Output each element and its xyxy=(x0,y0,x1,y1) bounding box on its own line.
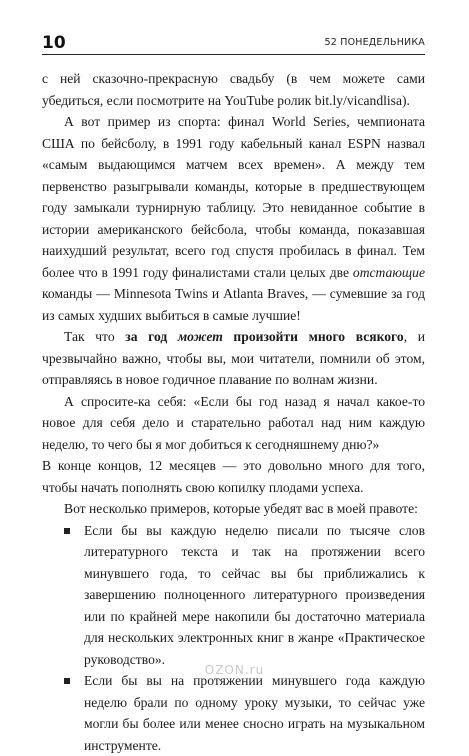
list-item-text: Если бы вы на протяжении минувшего года каждую неделю брали по одному уроку музыки, то сейчас уже могли бы более или менее сносно играть на музыкальном инструменте. xyxy=(84,673,425,753)
paragraph-3-bold-1: за год xyxy=(125,329,178,344)
paragraph-2 xyxy=(42,111,425,326)
paragraph-3-bold-italic: может xyxy=(178,329,223,344)
body-text xyxy=(42,68,425,756)
list-item-text: Если бы вы каждую неделю писали по тысяче слов литературного текста и так на протяжении всего минувшего года, то сейчас вы бы приближались к завершению полноценного литературного произведения или по крайней мере накопили бы достаточно материала для нескольких электронных книг в жанре «Практическое руководство». xyxy=(84,523,425,667)
watermark-logo: OZON.ru xyxy=(0,663,469,677)
running-title: 52 ПОНЕДЕЛЬНИКА xyxy=(325,37,425,48)
page-number: 10 xyxy=(42,33,66,53)
paragraph-4 xyxy=(42,391,425,456)
paragraph-3-start: Так что xyxy=(64,329,125,344)
paragraph-6 xyxy=(42,498,425,520)
square-bullet-icon xyxy=(64,528,70,534)
example-list xyxy=(42,520,425,756)
paragraph-2-end: команды — Minnesota Twins и Atlanta Braves, — сумевшие за год из самых худших выбиться в самые лучшие! xyxy=(42,286,425,323)
paragraph-2-emphasis: отстающие xyxy=(353,265,425,280)
paragraph-1-text: с ней сказочно-прекрасную свадьбу (в чем можете сами убедиться, если посмотрите на YouTube ролик bit.ly/vicandlisa). xyxy=(42,71,425,108)
paragraph-3-end: , и чрезвычайно важно, чтобы вы, мои читатели, помнили об этом, отправляясь в новое годичное плавание по волнам жизни. xyxy=(42,329,425,387)
paragraph-3-bold-2: произойти много всякого xyxy=(223,329,404,344)
paragraph-4-text: А спросите-ка себя: «Если бы год назад я начал какое-то новое для себя дело и старательно работал над ним каждую неделю, то чего бы я мог добиться к сегодняшнему дню?» xyxy=(42,394,425,452)
paragraph-6-text: Вот несколько примеров, которые убедят вас в моей правоте: xyxy=(64,501,418,516)
square-bullet-icon xyxy=(64,678,70,684)
list-item xyxy=(42,670,425,756)
paragraph-5-text: В конце концов, 12 месяцев — это довольно много для того, чтобы начать пополнять свою копилку плодами успеха. xyxy=(42,458,425,495)
paragraph-2-text: А вот пример из спорта: финал World Series, чемпионата США по бейсболу, в 1991 году кабельный канал ESPN назвал «самым выдающимся матчем всех времен». А между тем первенство разыгрывали команды, которые в предшествующем году замыкали турнирную таблицу. Это невиданное событие в истории американского бейсбола, чтобы команда, показавшая наихудший результат, всего год спустя пробилась в финал. Тем более что в 1991 году финалистами стали целых две xyxy=(42,114,425,280)
page-header xyxy=(42,34,425,55)
list-item xyxy=(42,520,425,671)
paragraph-3 xyxy=(42,326,425,391)
paragraph-5 xyxy=(42,455,425,498)
paragraph-1 xyxy=(42,68,425,111)
